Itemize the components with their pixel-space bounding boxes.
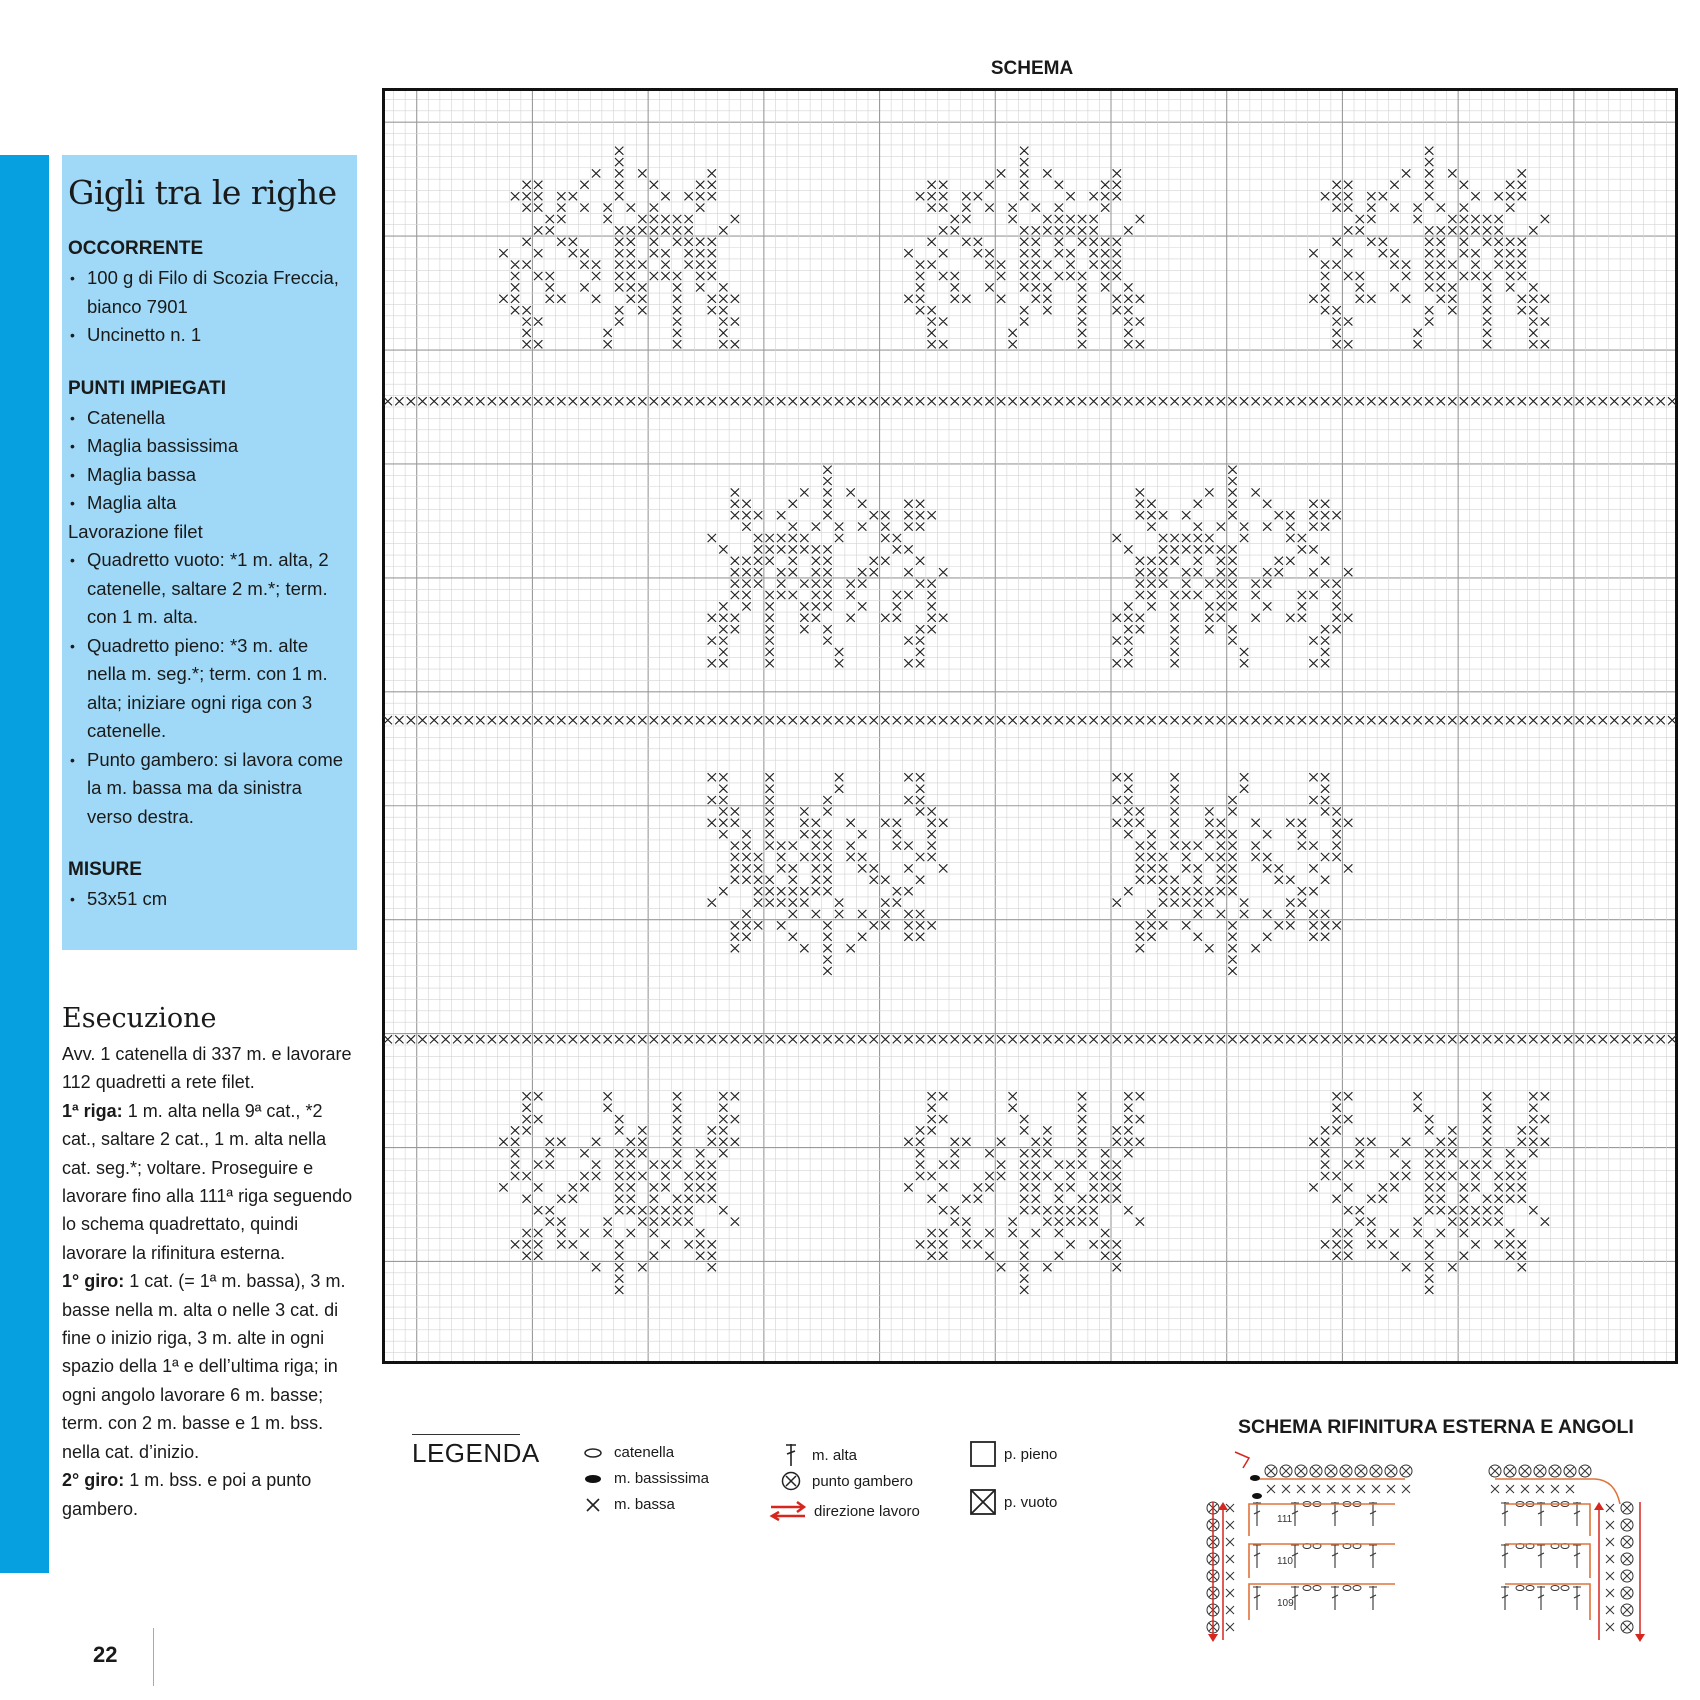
svg-text:111: 111 [1277, 1514, 1293, 1525]
misure-list [68, 885, 351, 914]
list-item: • 53x51 cm [68, 885, 351, 914]
list-item: • Quadretto vuoto: *1 m. alta, 2 catenelle, saltare 2 m.*; term. con 1 m. alta. [68, 546, 351, 632]
filet-label: Lavorazione filet [68, 520, 203, 542]
double-crochet-icon [780, 1442, 802, 1468]
page-number-rule [153, 1628, 154, 1686]
legend-alta: m. alta [776, 1442, 857, 1468]
schema-title: SCHEMA [990, 58, 1074, 79]
list-item: • Maglia bassa [68, 461, 351, 490]
legend-catenella: catenella [578, 1444, 674, 1461]
legend-gambero: punto gambero [776, 1470, 913, 1492]
legend-title: LEGENDA [412, 1438, 540, 1468]
esecuzione-paragraph: Avv. 1 catenella di 337 m. e lavorare 112 quadretti a rete filet. [62, 1044, 352, 1093]
punti-heading: PUNTI IMPIEGATI [68, 377, 226, 399]
filet-chart [382, 88, 1678, 1364]
occorrente-heading: OCCORRENTE [68, 238, 204, 259]
punti-list [68, 404, 351, 518]
chain-stitch-icon [582, 1446, 604, 1460]
occorrente-list [68, 264, 351, 350]
list-item: • Quadretto pieno: *3 m. alte nella m. seg.*; term. con 1 m. alta; iniziare ogni riga con 3 catenelle. [68, 632, 351, 746]
single-crochet-icon [582, 1497, 604, 1513]
materials-box [62, 155, 357, 950]
direction-arrows-icon [769, 1500, 807, 1522]
legend-rule [412, 1434, 520, 1435]
misure-heading: MISURE [68, 859, 142, 880]
list-item: • 100 g di Filo di Scozia Freccia, bianco 7901 [68, 264, 351, 321]
finishing-diagram [1195, 1444, 1655, 1644]
filet-list [68, 546, 351, 831]
esecuzione-text [62, 1040, 360, 1523]
legend-bassa: m. bassa [578, 1496, 675, 1513]
legend-vuoto: p. vuoto [968, 1488, 1057, 1516]
empty-square-icon [969, 1440, 997, 1468]
list-item: • Maglia alta [68, 489, 351, 518]
crab-stitch-icon [779, 1470, 803, 1492]
finishing-diagram-title: SCHEMA RIFINITURA ESTERNA E ANGOLI [1238, 1416, 1634, 1438]
page-title: Gigli tra le righe [68, 173, 337, 212]
list-item: • Catenella [68, 404, 351, 433]
legend-bassissima: m. bassissima [578, 1470, 709, 1487]
esecuzione-paragraph: 1° giro: 1 cat. (= 1ª m. bassa), 3 m. basse nella m. alta o nelle 3 cat. di fine o inizio riga, 3 m. alte in ogni spazio della 1ª e dell’ultima riga; in ogni angolo lavorare 6 m. basse; term. con 2 m. basse e 1 m. bss. nella cat. d’inizio. [62, 1271, 346, 1462]
slip-stitch-icon [582, 1472, 604, 1486]
svg-text:110: 110 [1277, 1556, 1293, 1567]
esecuzione-heading: Esecuzione [62, 1003, 217, 1034]
legend-pieno: p. pieno [968, 1440, 1057, 1468]
list-item: • Uncinetto n. 1 [68, 321, 351, 350]
esecuzione-paragraph: 1ª riga: 1 m. alta nella 9ª cat., *2 cat., saltare 2 cat., 1 m. alta nella cat. seg.*; voltare. Proseguire e lavorare fino alla 111ª riga seguendo lo schema quadrettato, quindi lavorare la rifinitura esterna. [62, 1100, 353, 1263]
esecuzione-paragraph: 2° giro: 1 m. bss. e poi a punto gambero. [62, 1470, 312, 1519]
crossed-square-icon [969, 1488, 997, 1516]
side-accent-bar [0, 155, 49, 1573]
page-number: 22 [93, 1642, 118, 1667]
legend-direzione: direzione lavoro [768, 1500, 920, 1522]
svg-text:109: 109 [1277, 1598, 1294, 1609]
list-item: • Maglia bassissima [68, 432, 351, 461]
list-item: • Punto gambero: si lavora come la m. bassa ma da sinistra verso destra. [68, 746, 351, 832]
